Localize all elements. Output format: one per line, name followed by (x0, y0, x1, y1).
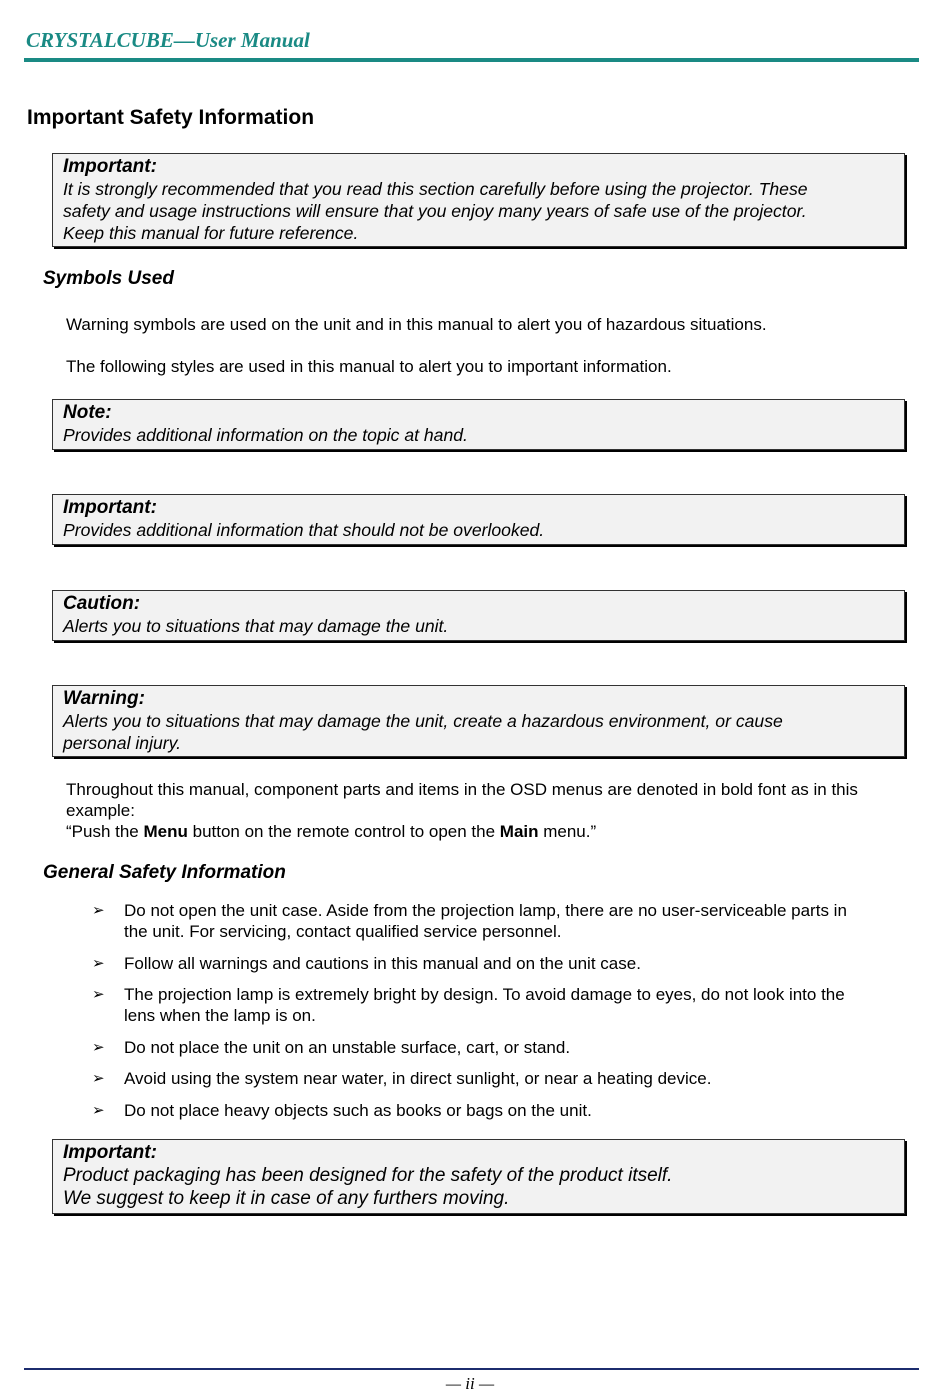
example-bold-menu: Menu (143, 822, 188, 841)
list-item: ➢ Avoid using the system near water, in direct sunlight, or near a heating device. (92, 1069, 712, 1088)
safety-bullet-list (92, 900, 902, 1131)
warning-box (52, 685, 905, 757)
page-number: — ii — (445, 1374, 495, 1393)
list-item: ➢ Do not open the unit case. Aside from the projection lamp, there are no user-serviceable parts in the unit. For servicing, contact qualified service personnel. (92, 901, 847, 941)
caution-box (52, 590, 905, 641)
list-item: ➢ Do not place heavy objects such as books or bags on the unit. (92, 1100, 592, 1120)
arrow-bullet-icon: ➢ (92, 902, 105, 919)
important-heading: Important: (63, 497, 157, 518)
footer-divider (24, 1368, 919, 1370)
page-title: Important Safety Information (27, 106, 315, 129)
header-title: CRYSTALCUBE—User Manual (26, 28, 310, 52)
example-text: “Push the (66, 822, 144, 841)
arrow-bullet-icon: ➢ (92, 1101, 105, 1119)
arrow-bullet-icon: ➢ (92, 954, 105, 972)
example-bold-main: Main (499, 822, 539, 841)
packaging-important-heading: Important: (63, 1142, 157, 1163)
arrow-bullet-icon: ➢ (92, 986, 105, 1003)
intro-important-heading: Important: (63, 156, 157, 177)
list-item: ➢ Follow all warnings and cautions in this manual and on the unit case. (92, 953, 641, 973)
packaging-line: We suggest to keep it in case of any furthers moving. (63, 1188, 510, 1209)
note-box (52, 399, 905, 450)
bold-note-line: example: (66, 801, 135, 820)
example-text: button on the remote control to open the (187, 822, 500, 841)
warning-heading: Warning: (63, 688, 145, 709)
bold-note-example (66, 821, 916, 842)
list-item: ➢ The projection lamp is extremely bright by design. To avoid damage to eyes, do not look into the lens when the lamp is on. (92, 985, 845, 1025)
arrow-bullet-icon: ➢ (92, 1070, 105, 1087)
warning-line: personal injury. (63, 733, 182, 753)
caution-text: Alerts you to situations that may damage the unit. (63, 616, 449, 636)
warning-line: Alerts you to situations that may damage the unit, create a hazardous environment, or cause (63, 711, 783, 731)
symbols-paragraph: The following styles are used in this manual to alert you to important information. (66, 357, 672, 376)
caution-heading: Caution: (63, 593, 141, 614)
example-text: menu.” (538, 822, 597, 841)
header-divider (24, 58, 919, 62)
symbols-paragraph: Warning symbols are used on the unit and in this manual to alert you of hazardous situations. (66, 315, 767, 334)
packaging-important-box (52, 1139, 905, 1214)
intro-important-line: safety and usage instructions will ensure that you enjoy many years of safe use of the projector. (63, 201, 807, 221)
arrow-bullet-icon: ➢ (92, 1038, 105, 1056)
packaging-line: Product packaging has been designed for the safety of the product itself. (63, 1165, 673, 1186)
general-section-title: General Safety Information (43, 862, 286, 883)
important-text: Provides additional information that should not be overlooked. (63, 520, 545, 540)
intro-important-box (52, 153, 905, 247)
important-box (52, 494, 905, 545)
intro-important-line: It is strongly recommended that you read this section carefully before using the projector. These (63, 179, 808, 199)
bold-note-line: Throughout this manual, component parts and items in the OSD menus are denoted in bold font as in this (66, 780, 858, 799)
note-text: Provides additional information on the topic at hand. (63, 425, 468, 445)
list-item: ➢ Do not place the unit on an unstable surface, cart, or stand. (92, 1037, 571, 1057)
symbols-section-title: Symbols Used (43, 268, 174, 289)
bold-font-note (66, 779, 916, 842)
note-heading: Note: (63, 402, 112, 423)
intro-important-line: Keep this manual for future reference. (63, 223, 359, 243)
